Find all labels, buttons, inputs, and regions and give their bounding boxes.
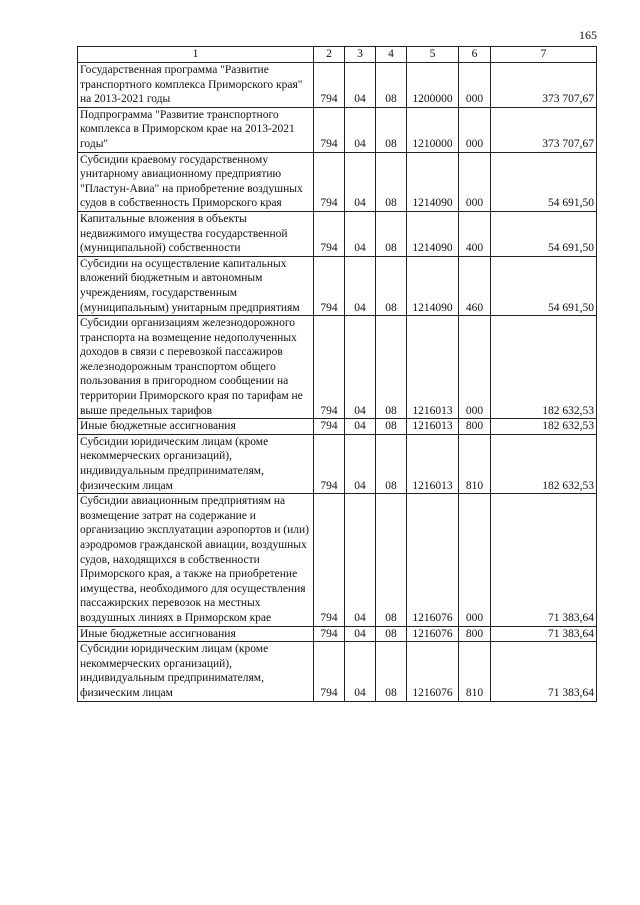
table-row <box>78 642 597 701</box>
cell-name: Субсидии юридическим лицам (кроме некоммерческих организаций), индивидуальным предпринимателям, физическим лицам <box>78 434 314 493</box>
cell-ministry-code: 794 <box>314 434 345 493</box>
cell-subsection: 08 <box>376 494 407 626</box>
cell-target-article: 1216013 <box>407 316 459 419</box>
table-row <box>78 626 597 642</box>
cell-name: Иные бюджетные ассигнования <box>78 626 314 642</box>
cell-ministry-code: 794 <box>314 642 345 701</box>
cell-name: Капитальные вложения в объекты недвижимого имущества государственной (муниципальной) собственности <box>78 211 314 256</box>
cell-expense-type: 800 <box>459 626 491 642</box>
cell-expense-type: 000 <box>459 316 491 419</box>
table-row <box>78 434 597 493</box>
cell-subsection: 08 <box>376 642 407 701</box>
cell-subsection: 08 <box>376 107 407 152</box>
table-header-row <box>78 47 597 63</box>
cell-expense-type: 000 <box>459 107 491 152</box>
column-header: 6 <box>459 47 491 63</box>
table-row <box>78 107 597 152</box>
table-row <box>78 419 597 435</box>
cell-section: 04 <box>345 626 376 642</box>
cell-subsection: 08 <box>376 63 407 108</box>
cell-subsection: 08 <box>376 316 407 419</box>
cell-section: 04 <box>345 419 376 435</box>
cell-amount: 373 707,67 <box>491 107 597 152</box>
cell-section: 04 <box>345 434 376 493</box>
column-header: 4 <box>376 47 407 63</box>
cell-target-article: 1216076 <box>407 626 459 642</box>
cell-expense-type: 400 <box>459 211 491 256</box>
cell-ministry-code: 794 <box>314 419 345 435</box>
cell-ministry-code: 794 <box>314 107 345 152</box>
cell-ministry-code: 794 <box>314 494 345 626</box>
cell-target-article: 1214090 <box>407 152 459 211</box>
cell-expense-type: 800 <box>459 419 491 435</box>
cell-target-article: 1216076 <box>407 494 459 626</box>
cell-subsection: 08 <box>376 211 407 256</box>
cell-ministry-code: 794 <box>314 626 345 642</box>
column-header: 2 <box>314 47 345 63</box>
cell-target-article: 1216013 <box>407 434 459 493</box>
column-header: 1 <box>78 47 314 63</box>
cell-target-article: 1200000 <box>407 63 459 108</box>
cell-name: Подпрограмма "Развитие транспортного комплекса в Приморском крае на 2013-2021 годы" <box>78 107 314 152</box>
cell-name: Субсидии юридическим лицам (кроме некоммерческих организаций), индивидуальным предпринимателям, физическим лицам <box>78 642 314 701</box>
cell-section: 04 <box>345 316 376 419</box>
cell-amount: 373 707,67 <box>491 63 597 108</box>
table-row <box>78 494 597 626</box>
table-row <box>78 256 597 315</box>
cell-subsection: 08 <box>376 626 407 642</box>
table-row <box>78 316 597 419</box>
column-header: 5 <box>407 47 459 63</box>
cell-section: 04 <box>345 642 376 701</box>
cell-subsection: 08 <box>376 152 407 211</box>
cell-name: Государственная программа "Развитие транспортного комплекса Приморского края" на 2013-2021 годы <box>78 63 314 108</box>
cell-subsection: 08 <box>376 419 407 435</box>
cell-ministry-code: 794 <box>314 152 345 211</box>
cell-name: Иные бюджетные ассигнования <box>78 419 314 435</box>
cell-section: 04 <box>345 63 376 108</box>
budget-table <box>77 46 597 702</box>
cell-amount: 182 632,53 <box>491 419 597 435</box>
cell-target-article: 1216013 <box>407 419 459 435</box>
table-row <box>78 63 597 108</box>
cell-name: Субсидии краевому государственному унитарному авиационному предприятию "Пластун-Авиа" на приобретение воздушных судов в собственность Приморского края <box>78 152 314 211</box>
cell-amount: 71 383,64 <box>491 642 597 701</box>
cell-expense-type: 810 <box>459 434 491 493</box>
cell-section: 04 <box>345 152 376 211</box>
cell-name: Субсидии на осуществление капитальных вложений бюджетным и автономным учреждениям, государственным (муниципальным) унитарным предприятиям <box>78 256 314 315</box>
cell-target-article: 1214090 <box>407 256 459 315</box>
cell-target-article: 1214090 <box>407 211 459 256</box>
cell-section: 04 <box>345 256 376 315</box>
column-header: 3 <box>345 47 376 63</box>
cell-name: Субсидии организациям железнодорожного транспорта на возмещение недополученных доходов в связи с перевозкой пассажиров железнодорожным транспортом общего пользования в пригородном сообщении на территории Приморского края по тарифам не выше предельных тарифов <box>78 316 314 419</box>
cell-expense-type: 000 <box>459 63 491 108</box>
cell-ministry-code: 794 <box>314 316 345 419</box>
cell-amount: 54 691,50 <box>491 211 597 256</box>
cell-ministry-code: 794 <box>314 256 345 315</box>
table-row <box>78 211 597 256</box>
cell-target-article: 1210000 <box>407 107 459 152</box>
cell-ministry-code: 794 <box>314 63 345 108</box>
cell-amount: 71 383,64 <box>491 626 597 642</box>
cell-expense-type: 460 <box>459 256 491 315</box>
cell-amount: 182 632,53 <box>491 434 597 493</box>
cell-expense-type: 000 <box>459 494 491 626</box>
page-number: 165 <box>579 28 597 42</box>
table-row <box>78 152 597 211</box>
cell-target-article: 1216076 <box>407 642 459 701</box>
cell-amount: 71 383,64 <box>491 494 597 626</box>
cell-name: Субсидии авиационным предприятиям на возмещение затрат на содержание и организацию эксплуатации аэропортов и (или) аэродромов гражданской авиации, воздушных судов, находящихся в собственности Приморского края, а также на приобретение имущества, необходимого для осуществления пассажирских перевозок на местных воздушных линиях в Приморском крае <box>78 494 314 626</box>
column-header: 7 <box>491 47 597 63</box>
cell-subsection: 08 <box>376 256 407 315</box>
cell-expense-type: 000 <box>459 152 491 211</box>
cell-section: 04 <box>345 494 376 626</box>
cell-subsection: 08 <box>376 434 407 493</box>
cell-amount: 54 691,50 <box>491 256 597 315</box>
cell-section: 04 <box>345 211 376 256</box>
cell-amount: 54 691,50 <box>491 152 597 211</box>
cell-ministry-code: 794 <box>314 211 345 256</box>
cell-expense-type: 810 <box>459 642 491 701</box>
cell-amount: 182 632,53 <box>491 316 597 419</box>
cell-section: 04 <box>345 107 376 152</box>
